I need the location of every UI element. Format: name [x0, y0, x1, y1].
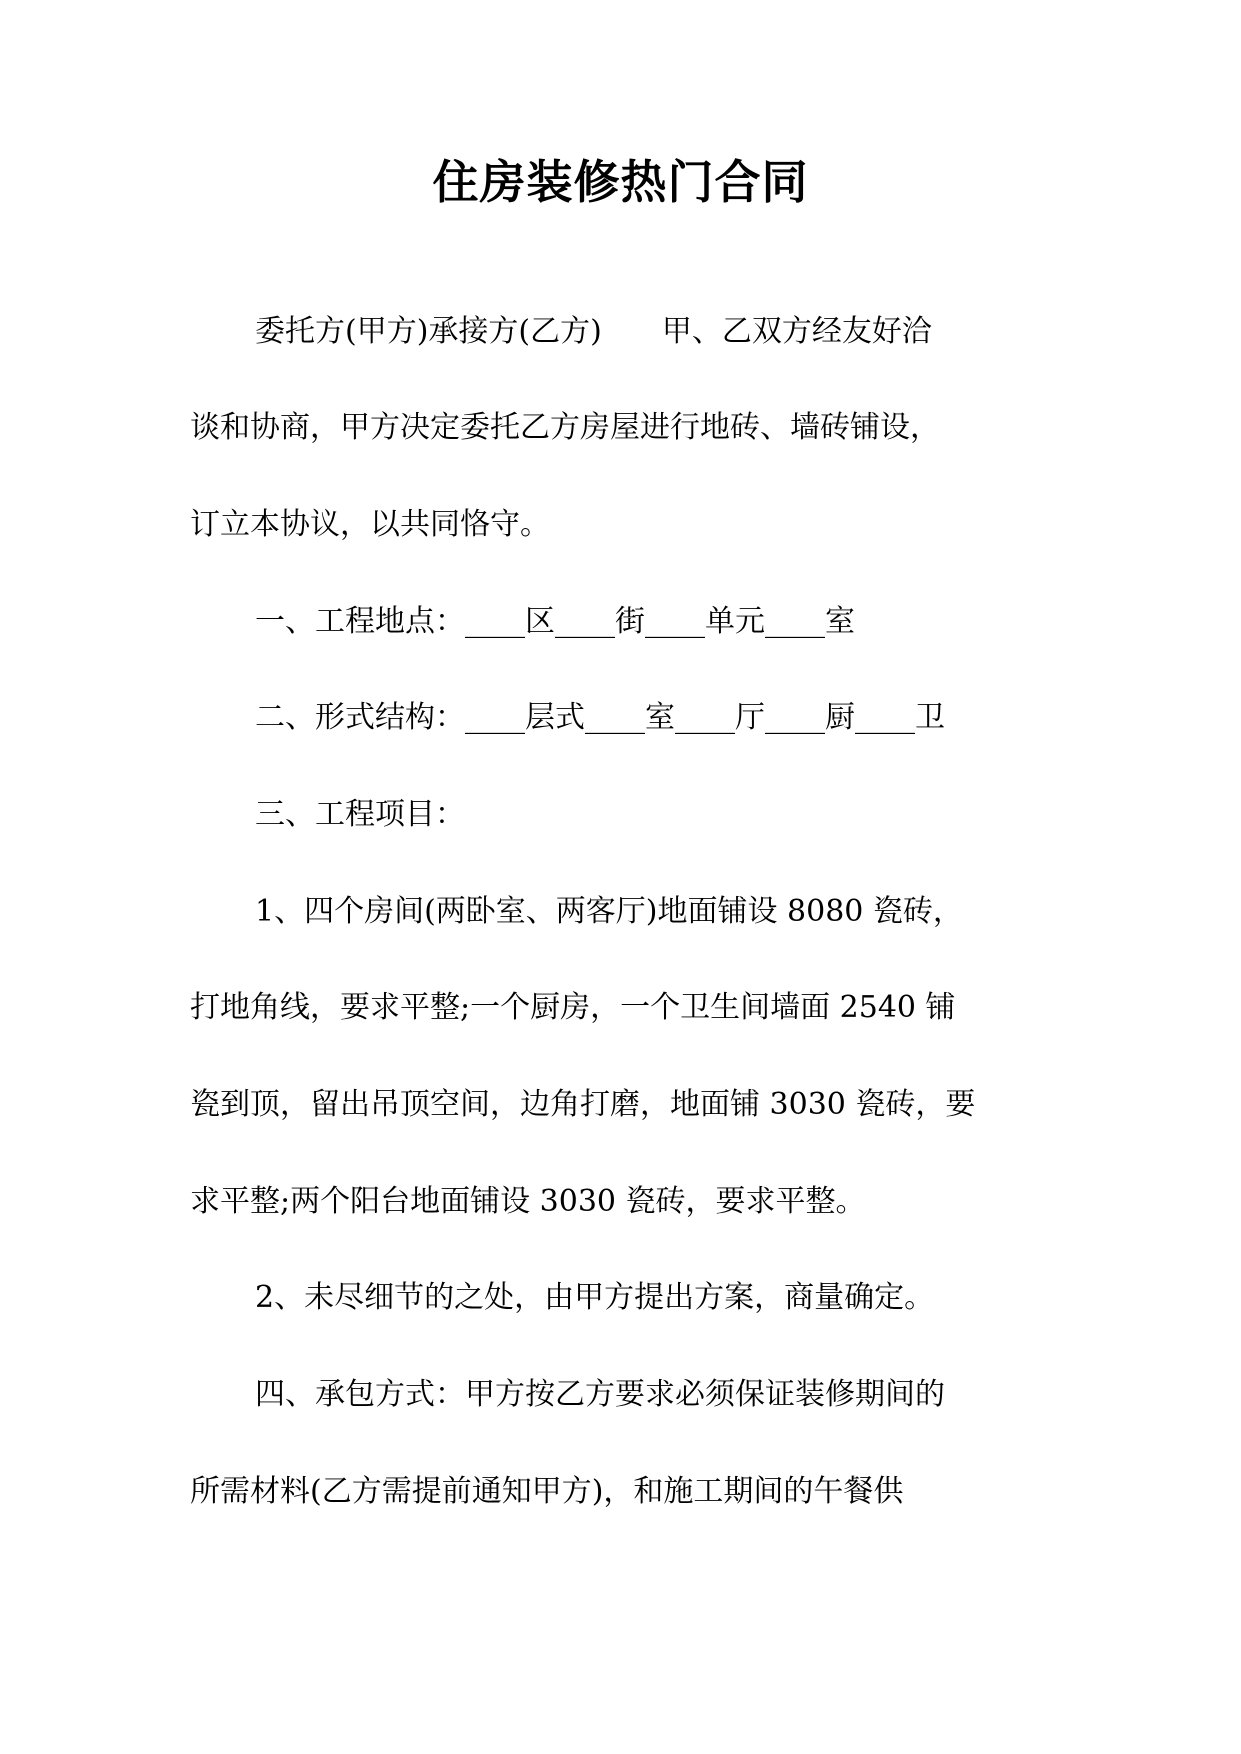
section-heading: 三、工程项目： [255, 797, 465, 832]
paragraph-line: 订立本协议，以共同恪守。 [190, 507, 550, 542]
paragraph-line: 委托方(甲方)承接方(乙方) 甲、乙双方经友好洽 [255, 314, 932, 349]
paragraph-line: 1、四个房间(两卧室、两客厅)地面铺设 8080 瓷砖， [255, 894, 963, 929]
paragraph-line: 所需材料(乙方需提前通知甲方)，和施工期间的午餐供 [190, 1474, 904, 1509]
paragraph-line: 求平整;两个阳台地面铺设 3030 瓷砖，要求平整。 [190, 1184, 866, 1219]
paragraph-line: 2、未尽细节的之处，由甲方提出方案，商量确定。 [255, 1280, 935, 1315]
section-line: 二、形式结构：____层式____室____厅____厨____卫 [255, 700, 945, 735]
paragraph-line: 四、承包方式：甲方按乙方要求必须保证装修期间的 [255, 1377, 945, 1412]
paragraph-line: 谈和协商，甲方决定委托乙方房屋进行地砖、墙砖铺设， [190, 410, 940, 445]
paragraph-line: 瓷到顶，留出吊顶空间，边角打磨，地面铺 3030 瓷砖，要 [190, 1087, 976, 1122]
paragraph-line: 打地角线，要求平整;一个厨房，一个卫生间墙面 2540 铺 [190, 990, 956, 1025]
section-line: 一、工程地点：____区____街____单元____室 [255, 604, 855, 639]
document-title: 住房装修热门合同 [432, 155, 809, 209]
